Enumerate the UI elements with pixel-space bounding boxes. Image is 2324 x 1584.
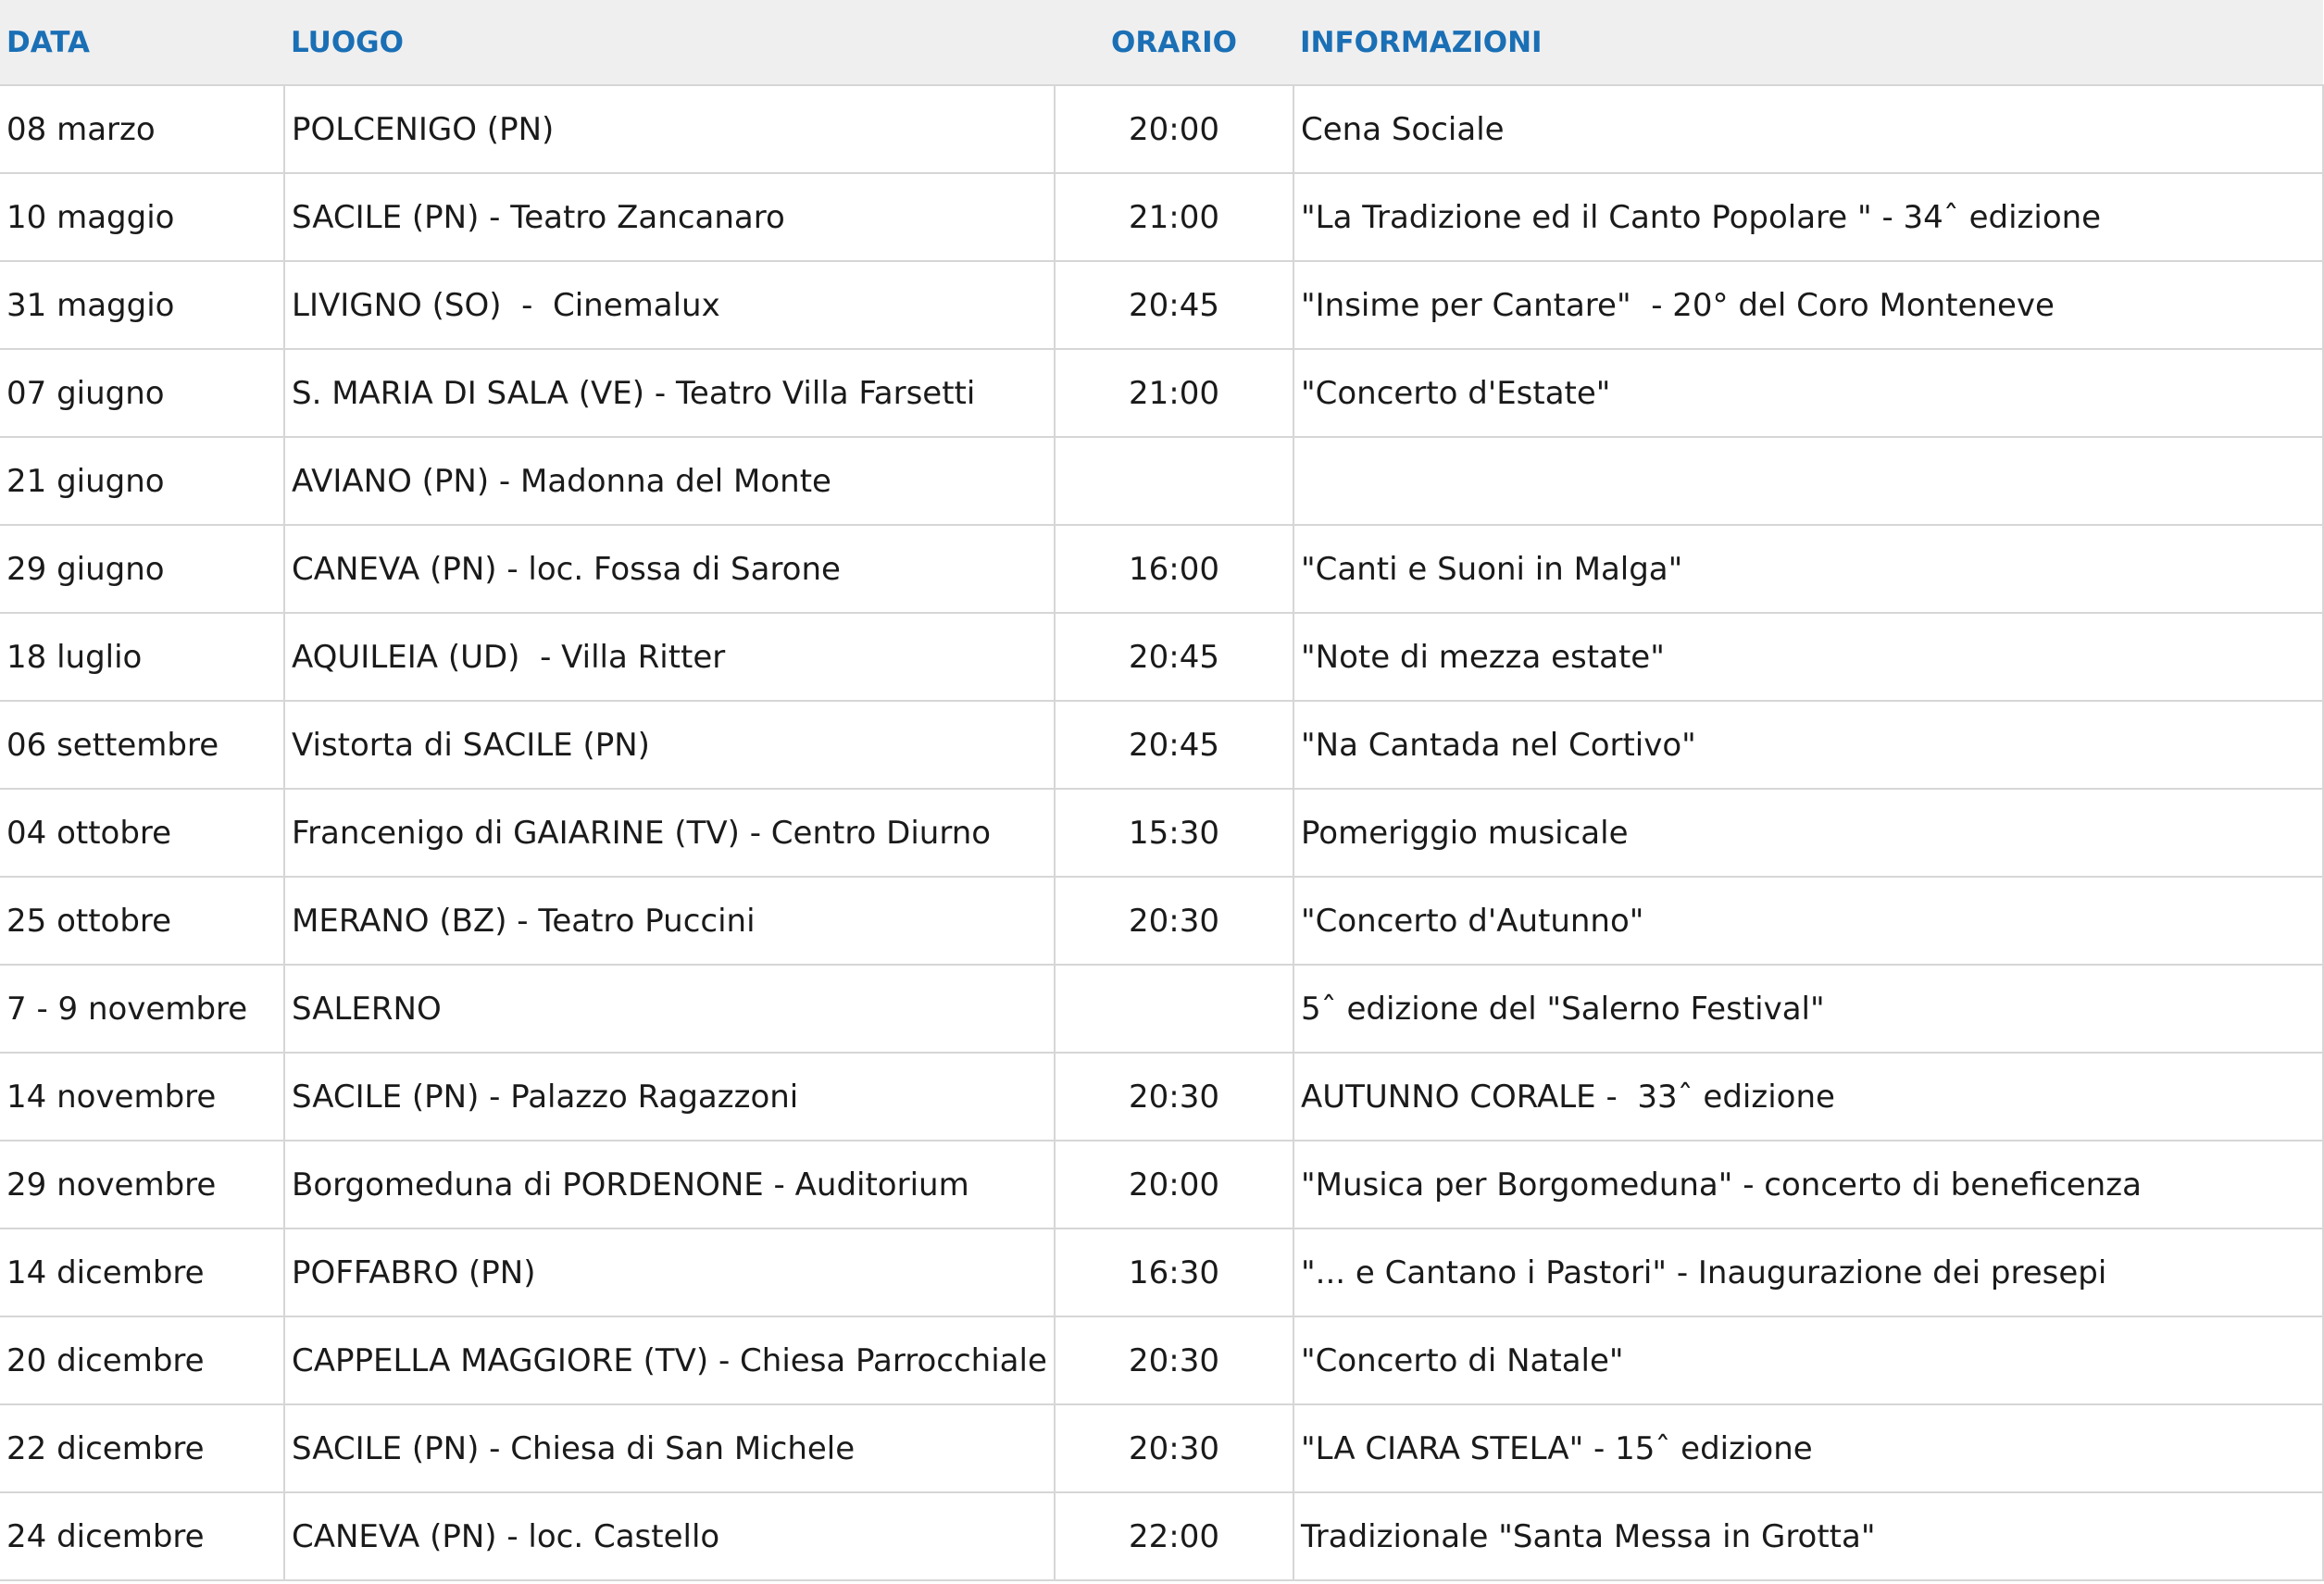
cell-time: 20:45: [1055, 261, 1293, 349]
cell-place: POLCENIGO (PN): [284, 85, 1055, 173]
cell-date: 04 ottobre: [0, 789, 284, 877]
cell-time: 16:30: [1055, 1229, 1293, 1316]
table-row[interactable]: [0, 261, 2323, 349]
cell-date: 24 dicembre: [0, 1492, 284, 1580]
cell-time: 20:30: [1055, 877, 1293, 965]
table-row[interactable]: [0, 85, 2323, 173]
table-row[interactable]: [0, 1141, 2323, 1229]
table-header: [0, 0, 2323, 85]
cell-time: 20:00: [1055, 85, 1293, 173]
table-row[interactable]: [0, 437, 2323, 525]
table-body: [0, 85, 2323, 1580]
cell-date: 22 dicembre: [0, 1404, 284, 1492]
cell-info: Tradizionale "Santa Messa in Grotta": [1293, 1492, 2323, 1580]
cell-info: "Concerto di Natale": [1293, 1316, 2323, 1404]
column-header-place[interactable]: LUOGO: [291, 25, 404, 59]
cell-time: 20:30: [1055, 1404, 1293, 1492]
cell-place: LIVIGNO (SO) - Cinemalux: [284, 261, 1055, 349]
cell-info: "Concerto d'Estate": [1293, 349, 2323, 437]
cell-time: 16:00: [1055, 525, 1293, 613]
table-row[interactable]: [0, 1229, 2323, 1316]
cell-date: 10 maggio: [0, 173, 284, 261]
cell-date: 18 luglio: [0, 613, 284, 701]
header-row: [0, 0, 2323, 85]
table-row[interactable]: [0, 349, 2323, 437]
cell-info: "La Tradizione ed il Canto Popolare " - 34ˆ edizione: [1293, 173, 2323, 261]
cell-date: 25 ottobre: [0, 877, 284, 965]
table-row[interactable]: [0, 701, 2323, 789]
cell-time: 21:00: [1055, 349, 1293, 437]
cell-info: "Canti e Suoni in Malga": [1293, 525, 2323, 613]
cell-place: MERANO (BZ) - Teatro Puccini: [284, 877, 1055, 965]
cell-place: CANEVA (PN) - loc. Fossa di Sarone: [284, 525, 1055, 613]
table-row[interactable]: [0, 1404, 2323, 1492]
cell-info: "Concerto d'Autunno": [1293, 877, 2323, 965]
cell-date: 29 giugno: [0, 525, 284, 613]
cell-info: "Note di mezza estate": [1293, 613, 2323, 701]
cell-date: 14 dicembre: [0, 1229, 284, 1316]
table-row[interactable]: [0, 1492, 2323, 1580]
cell-place: S. MARIA DI SALA (VE) - Teatro Villa Farsetti: [284, 349, 1055, 437]
cell-date: 08 marzo: [0, 85, 284, 173]
cell-info: "LA CIARA STELA" - 15ˆ edizione: [1293, 1404, 2323, 1492]
cell-time: 22:00: [1055, 1492, 1293, 1580]
cell-place: SACILE (PN) - Teatro Zancanaro: [284, 173, 1055, 261]
column-header-time[interactable]: ORARIO: [1111, 25, 1237, 59]
cell-time: 20:00: [1055, 1141, 1293, 1229]
cell-place: SACILE (PN) - Palazzo Ragazzoni: [284, 1053, 1055, 1141]
cell-date: 31 maggio: [0, 261, 284, 349]
cell-info: "Na Cantada nel Cortivo": [1293, 701, 2323, 789]
cell-date: 29 novembre: [0, 1141, 284, 1229]
cell-time: [1055, 965, 1293, 1053]
cell-time: 20:30: [1055, 1053, 1293, 1141]
cell-place: CANEVA (PN) - loc. Castello: [284, 1492, 1055, 1580]
cell-info: "Musica per Borgomeduna" - concerto di beneficenza: [1293, 1141, 2323, 1229]
cell-date: 06 settembre: [0, 701, 284, 789]
cell-time: 15:30: [1055, 789, 1293, 877]
cell-time: [1055, 437, 1293, 525]
cell-date: 20 dicembre: [0, 1316, 284, 1404]
table-row[interactable]: [0, 1316, 2323, 1404]
cell-place: AQUILEIA (UD) - Villa Ritter: [284, 613, 1055, 701]
cell-place: SACILE (PN) - Chiesa di San Michele: [284, 1404, 1055, 1492]
cell-place: Vistorta di SACILE (PN): [284, 701, 1055, 789]
cell-time: 21:00: [1055, 173, 1293, 261]
cell-date: 14 novembre: [0, 1053, 284, 1141]
cell-place: SALERNO: [284, 965, 1055, 1053]
cell-info: AUTUNNO CORALE - 33ˆ edizione: [1293, 1053, 2323, 1141]
cell-place: Francenigo di GAIARINE (TV) - Centro Diurno: [284, 789, 1055, 877]
cell-info: Cena Sociale: [1293, 85, 2323, 173]
cell-place: POFFABRO (PN): [284, 1229, 1055, 1316]
cell-time: 20:45: [1055, 701, 1293, 789]
cell-date: 07 giugno: [0, 349, 284, 437]
table-row[interactable]: [0, 1053, 2323, 1141]
cell-date: 21 giugno: [0, 437, 284, 525]
cell-info: "... e Cantano i Pastori" - Inaugurazione dei presepi: [1293, 1229, 2323, 1316]
cell-info: "Insime per Cantare" - 20° del Coro Monteneve: [1293, 261, 2323, 349]
cell-place: CAPPELLA MAGGIORE (TV) - Chiesa Parrocchiale: [284, 1316, 1055, 1404]
table-row[interactable]: [0, 525, 2323, 613]
table-row[interactable]: [0, 965, 2323, 1053]
table-row[interactable]: [0, 789, 2323, 877]
table-row[interactable]: [0, 877, 2323, 965]
cell-time: 20:45: [1055, 613, 1293, 701]
cell-info: [1293, 437, 2323, 525]
cell-place: AVIANO (PN) - Madonna del Monte: [284, 437, 1055, 525]
cell-info: 5ˆ edizione del "Salerno Festival": [1293, 965, 2323, 1053]
table-row[interactable]: [0, 173, 2323, 261]
table-row[interactable]: [0, 613, 2323, 701]
column-header-info[interactable]: INFORMAZIONI: [1300, 25, 1543, 59]
cell-date: 7 - 9 novembre: [0, 965, 284, 1053]
column-header-date[interactable]: DATA: [6, 25, 91, 59]
cell-time: 20:30: [1055, 1316, 1293, 1404]
cell-info: Pomeriggio musicale: [1293, 789, 2323, 877]
cell-place: Borgomeduna di PORDENONE - Auditorium: [284, 1141, 1055, 1229]
